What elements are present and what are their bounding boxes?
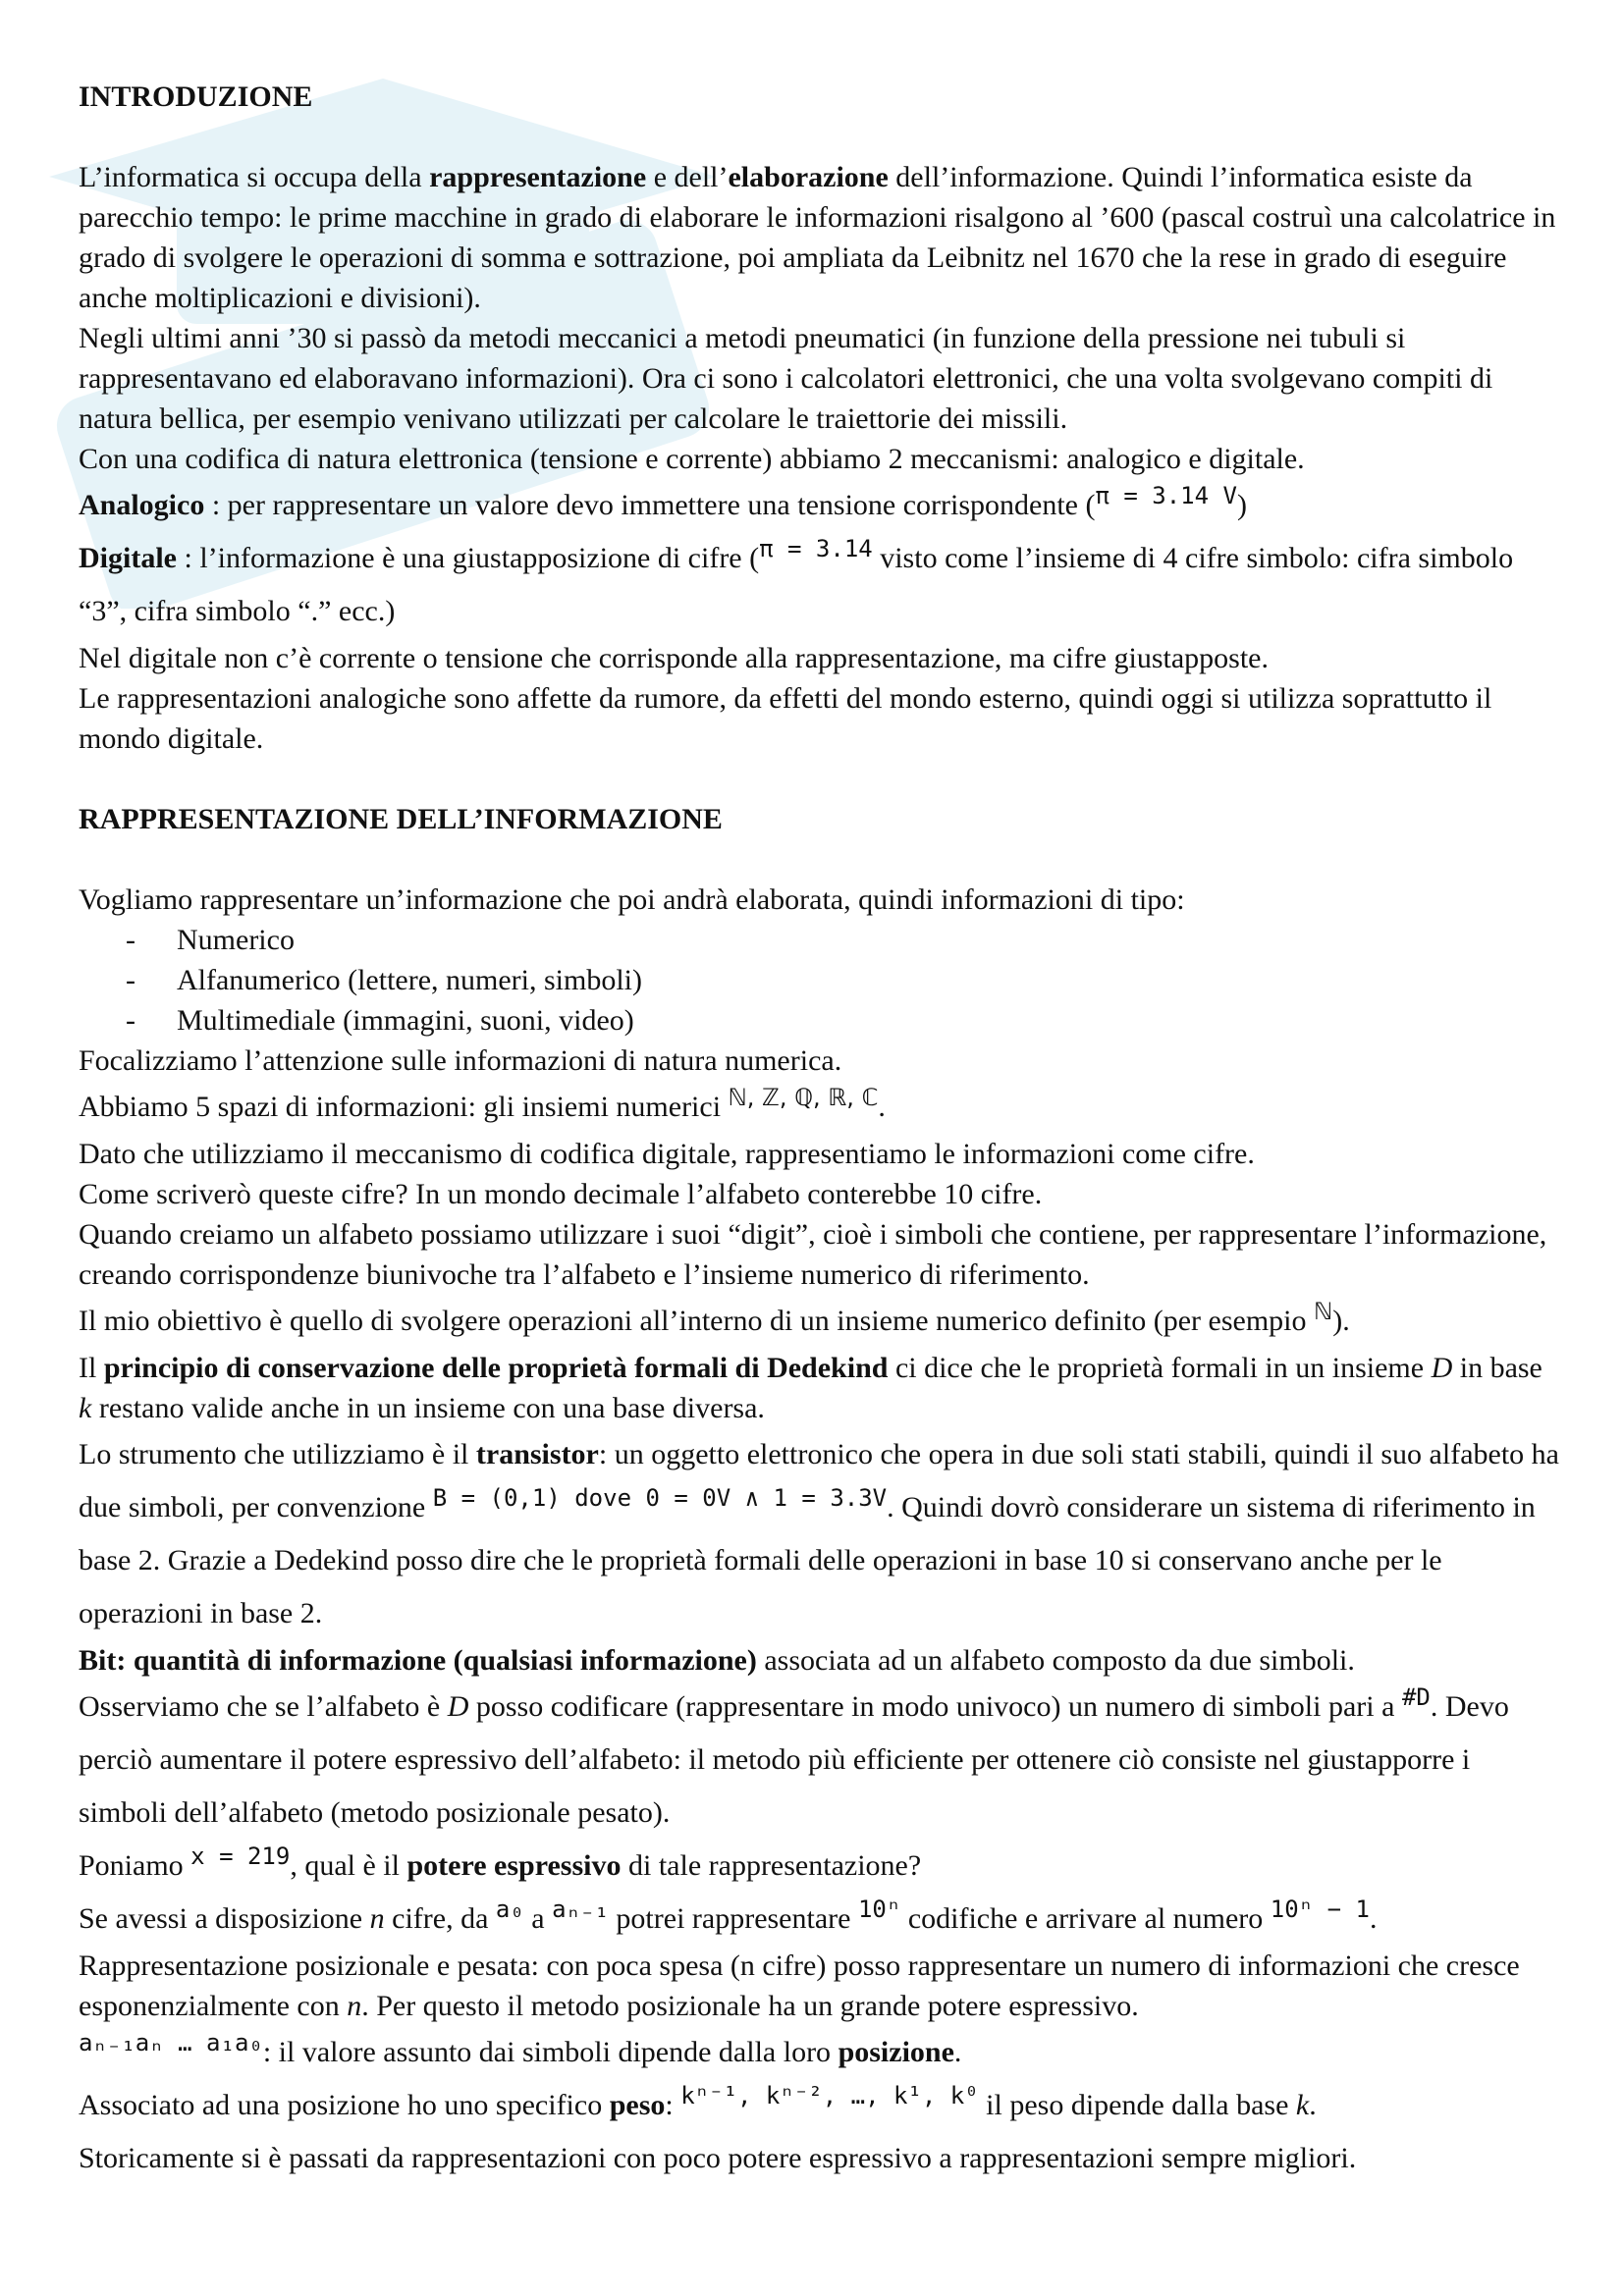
heading-rappresentazione: RAPPRESENTAZIONE DELL’INFORMAZIONE	[79, 803, 723, 835]
paragraph-digitale: Digitale : l’informazione è una giustapposizione di cifre ($^{\pi = 3.14}$ visto come l’insieme di 4 cifre simbolo: cifra simbolo “3”, cifra simbolo “.” ecc.)	[79, 535, 1514, 627]
paragraph-posizionale: Rappresentazione posizionale e pesata: con poca spesa (n cifre) posso rappresentare un numero di informazioni che cresce esponenzialmente con n. Per questo il metodo posizionale ha un grande potere espressivo.	[79, 1949, 1520, 2022]
paragraph-insiemi: Abbiamo 5 spazi di informazioni: gli insiemi numerici $^{ℕ, ℤ, ℚ, ℝ, ℂ}$.	[79, 1084, 886, 1123]
paragraph-rumore: Le rappresentazioni analogiche sono affette da rumore, da effetti del mondo esterno, quindi oggi si utilizza soprattutto il mondo digitale.	[79, 682, 1492, 755]
formula-pi: π = 3.14	[759, 535, 873, 562]
paragraph-potere: Osserviamo che se l’alfabeto è D posso codificare (rappresentare in modo univoco) un numero di simboli pari a $^{\#D}$. Devo perciò aumentare il potere espressivo dell’alfabeto: il metodo più efficiente per ottenere ciò consiste nel giustapporre i simboli dell’alfabeto (metodo posizionale pesato).	[79, 1683, 1509, 1829]
paragraph-posizione: $^{a_{n-1}a_n \dots a_1a_0}$: il valore assunto dai simboli dipende dalla loro posizione.	[79, 2029, 962, 2068]
term-rappresentazione: rappresentazione	[429, 161, 647, 193]
term-peso: peso	[609, 2089, 666, 2121]
formula-a0: a₀	[495, 1896, 524, 1923]
formula-10n: 10ⁿ	[857, 1896, 901, 1923]
term-potere-espressivo: potere espressivo	[406, 1849, 622, 1882]
heading-introduzione: INTRODUZIONE	[79, 80, 313, 113]
paragraph-history: Negli ultimi anni ’30 si passò da metodi meccanici a metodi pneumatici (in funzione della pressione nei tubuli si rappresentavano ed elaboravano informazioni). Ora ci sono i calcolatori elettronici, che una volta svolgevano compiti di natura bellica, per esempio venivano utilizzati per calcolare le traiettorie dei missili.	[79, 322, 1493, 435]
term-posizione: posizione	[838, 2036, 954, 2068]
paragraph-tipi: Vogliamo rappresentare un’informazione che poi andrà elaborata, quindi informazioni di tipo:	[79, 883, 1185, 916]
info-type-list	[79, 920, 1561, 1041]
term-elaborazione: elaborazione	[728, 161, 889, 193]
document-page	[79, 77, 1561, 2185]
paragraph-obiettivo: Il mio obiettivo è quello di svolgere operazioni all’interno di un insieme numerico definito (per esempio $^ℕ$).	[79, 1298, 1350, 1337]
formula-an-1: aₙ₋₁	[552, 1896, 609, 1923]
term-bit: Bit: quantità di informazione (qualsiasi informazione)	[79, 1644, 757, 1677]
formula-pi-volt: π = 3.14 V	[1095, 482, 1237, 509]
paragraph-transistor: Lo strumento che utilizziamo è il transistor: un oggetto elettronico che opera in due soli stati stabili, quindi il suo alfabeto ha due simboli, per convenzione $^{B = (0,1) dove 0 = 0V \wedge 1 = 3.3V}$. Quindi dovrò considerare un sistema di riferimento in base 2. Grazie a Dedekind posso dire che le proprietà formali delle operazioni in base 10 si conservano anche per le operazioni in base 2.	[79, 1438, 1559, 1629]
formula-x-219: x = 219	[190, 1842, 291, 1870]
paragraph-focus: Focalizziamo l’attenzione sulle informazioni di natura numerica.	[79, 1044, 842, 1077]
paragraph-analogico: Analogico : per rappresentare un valore devo immettere una tensione corrispondente ($^{\pi = 3.14 V}$)	[79, 482, 1247, 521]
formula-number-sets: ℕ, ℤ, ℚ, ℝ, ℂ	[728, 1084, 879, 1111]
paragraph-codifica: Con una codifica di natura elettronica (tensione e corrente) abbiamo 2 meccanismi: analogico e digitale.	[79, 443, 1305, 475]
paragraph-poniamo: Poniamo $^{x = 219}$, qual è il potere espressivo di tale rappresentazione?	[79, 1842, 922, 1882]
paragraph-cifre: Dato che utilizziamo il meccanismo di codifica digitale, rappresentiamo le informazioni come cifre.	[79, 1138, 1255, 1170]
paragraph-intro: L’informatica si occupa della rappresentazione e dell’elaborazione dell’informazione. Quindi l’informatica esiste da parecchio tempo: le prime macchine in grado di elaborare le informazioni risalgono al ’600 (pascal costruì una calcolatrice in grado di svolgere le operazioni di somma e sottrazione, poi ampliata da Leibnitz nel 1670 che la rese in grado di eseguire anche moltiplicazioni e divisioni).	[79, 161, 1556, 314]
paragraph-storia: Storicamente si è passati da rappresentazioni con poco potere espressivo a rappresentazioni sempre migliori.	[79, 2142, 1357, 2174]
term-digitale: Digitale	[79, 542, 177, 574]
list-item: - Multimediale (immagini, suoni, video)	[126, 1000, 1561, 1041]
formula-binary-alphabet: B = (0,1) dove 0 = 0V ∧ 1 = 3.3V	[432, 1484, 888, 1512]
formula-naturals: ℕ	[1314, 1298, 1333, 1325]
paragraph-peso: Associato ad una posizione ho uno specifico peso: $^{k^{n-1}, k^{n-2}, \dots, k^1, k^0}$ il peso dipende dalla base k.	[79, 2082, 1317, 2121]
list-item: - Alfanumerico (lettere, numeri, simboli)	[126, 960, 1561, 1000]
paragraph-digitale-note: Nel digitale non c’è corrente o tensione che corrisponde alla rappresentazione, ma cifre giustapposte.	[79, 642, 1269, 674]
formula-card-d: #D	[1401, 1683, 1431, 1711]
term-dedekind: principio di conservazione delle proprietà formali di Dedekind	[103, 1352, 889, 1384]
list-item: - Numerico	[126, 920, 1561, 960]
paragraph-alfabeto: Quando creiamo un alfabeto possiamo utilizzare i suoi “digit”, cioè i simboli che contiene, per rappresentare l’informazione, creando corrispondenze biunivoche tra l’alfabeto e l’insieme numerico di riferimento.	[79, 1218, 1547, 1291]
paragraph-dedekind: Il principio di conservazione delle proprietà formali di Dedekind ci dice che le proprietà formali in un insieme D in base k restano valide anche in un insieme con una base diversa.	[79, 1352, 1542, 1424]
formula-weights: kⁿ⁻¹, kⁿ⁻², …, k¹, k⁰	[680, 2082, 979, 2109]
paragraph-bit: Bit: quantità di informazione (qualsiasi informazione) associata ad un alfabeto composto da due simboli.	[79, 1644, 1355, 1677]
paragraph-cifre-n: Se avessi a disposizione n cifre, da $^{a_0}$ a $^{a_{n-1}}$ potrei rappresentare $^{10^n}$ codifiche e arrivare al numero $^{10^n - 1}$.	[79, 1896, 1378, 1935]
formula-10n-minus-1: 10ⁿ − 1	[1270, 1896, 1370, 1923]
term-analogico: Analogico	[79, 489, 205, 521]
paragraph-decimale: Come scriverò queste cifre? In un mondo decimale l’alfabeto conterebbe 10 cifre.	[79, 1178, 1043, 1210]
formula-digit-sequence: aₙ₋₁aₙ … a₁a₀	[79, 2029, 263, 2056]
term-transistor: transistor	[475, 1438, 599, 1470]
